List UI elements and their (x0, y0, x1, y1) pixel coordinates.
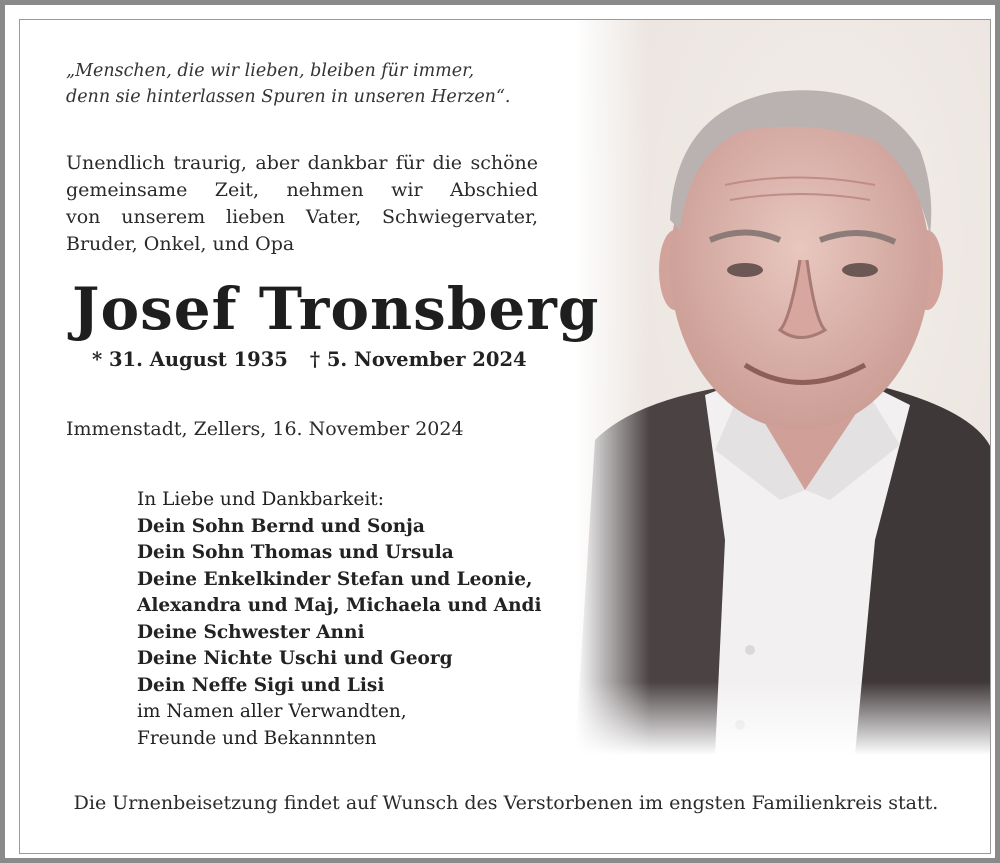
mourner-line: Deine Enkelkinder Stefan und Leonie, (137, 568, 533, 590)
quote-line: „Menschen, die wir lieben, bleiben für immer, (66, 61, 475, 81)
obituary-card (19, 19, 991, 854)
portrait-illustration (575, 20, 991, 755)
mourner-line: Deine Schwester Anni (137, 621, 365, 643)
closing-line: Freunde und Bekannnten (137, 727, 377, 749)
intro-line: gemeinsame Zeit, nehmen wir Abschied (66, 179, 538, 201)
intro-line: Unendlich traurig, aber dankbar für die schöne (66, 152, 538, 174)
deceased-name: Josef Tronsberg (72, 275, 600, 343)
life-dates (92, 348, 527, 371)
burial-notice: Die Urnenbeisetzung findet auf Wunsch des Verstorbenen im engsten Familienkreis statt. (73, 792, 939, 814)
mourners-list (137, 487, 542, 752)
portrait-photo (575, 20, 991, 755)
intro-line: von unserem lieben Vater, Schwiegervater, (66, 206, 538, 228)
closing-line: im Namen aller Verwandten, (137, 701, 407, 722)
intro-paragraph (66, 150, 538, 258)
birth-date: * 31. August 1935 (92, 348, 288, 371)
quote-line: denn sie hinterlassen Spuren in unseren Herzen“. (66, 87, 511, 107)
mourners-heading: In Liebe und Dankbarkeit: (137, 489, 384, 510)
memorial-quote (66, 58, 510, 110)
place-and-date: Immenstadt, Zellers, 16. November 2024 (66, 418, 464, 440)
mourner-line: Dein Sohn Thomas und Ursula (137, 542, 454, 563)
intro-line: Bruder, Onkel, und Opa (66, 233, 295, 255)
mourner-line: Alexandra und Maj, Michaela und Andi (137, 595, 542, 616)
mourner-line: Dein Neffe Sigi und Lisi (137, 674, 385, 696)
mourner-line: Deine Nichte Uschi und Georg (137, 648, 453, 669)
death-date: † 5. November 2024 (309, 348, 527, 371)
obituary-text (20, 20, 600, 780)
mourner-line: Dein Sohn Bernd und Sonja (137, 515, 425, 537)
